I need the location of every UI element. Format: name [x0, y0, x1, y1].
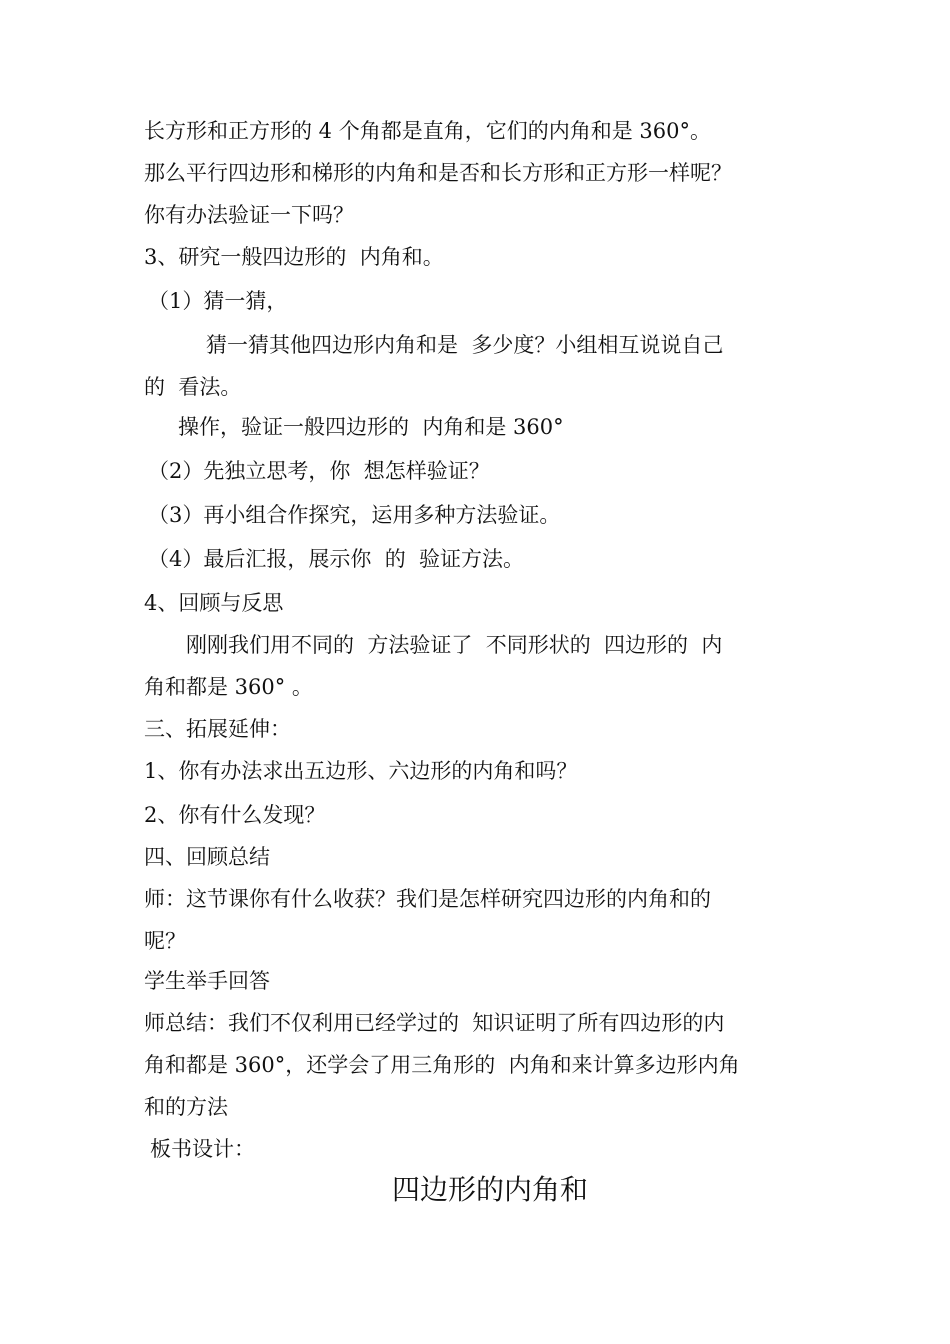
- text-line-teacher-summary-cont: 角和都是 360°，还学会了用三角形的 内角和来计算多边形内角: [144, 1053, 740, 1077]
- text-line-question-parallelogram: 那么平行四边形和梯形的内角和是否和长方形和正方形一样呢？: [144, 161, 732, 185]
- text-line-extend-2: 2、你有什么发现？: [144, 803, 326, 827]
- text-line-guess-detail: 猜一猜其他四边形内角和是 多少度？小组相互说说自己: [206, 333, 724, 357]
- step-4-report: （4）最后汇报，展示你 的 验证方法。: [148, 547, 525, 571]
- section-heading-summary: 四、回顾总结: [144, 845, 270, 869]
- text-line-students-answer: 学生举手回答: [144, 969, 270, 993]
- section-heading-extend: 三、拓展延伸：: [144, 717, 291, 741]
- text-line-review-cont: 角和都是 360° 。: [144, 675, 313, 699]
- text-line-extend-1: 1、你有办法求出五边形、六边形的内角和吗？: [144, 759, 578, 783]
- text-line-angles-360: 长方形和正方形的 4 个角都是直角，它们的内角和是 360°。: [144, 119, 711, 143]
- board-design-label: 板书设计：: [150, 1137, 255, 1161]
- text-line-teacher-summary: 师总结：我们不仅利用已经学过的 知识证明了所有四边形的内: [144, 1011, 725, 1035]
- text-line-teacher-summary-end: 和的方法: [144, 1095, 228, 1119]
- text-line-teacher-question: 师：这节课你有什么收获？我们是怎样研究四边形的内角和的: [144, 887, 711, 911]
- text-line-guess-detail-cont: 的 看法。: [144, 375, 242, 399]
- step-3-group: （3）再小组合作探究，运用多种方法验证。: [148, 503, 561, 527]
- step-2-think: （2）先独立思考，你 想怎样验证？: [148, 459, 490, 483]
- section-heading-4: 4、回顾与反思: [144, 591, 284, 615]
- text-line-teacher-question-cont: 呢？: [144, 929, 186, 953]
- text-line-review: 刚刚我们用不同的 方法验证了 不同形状的 四边形的 内: [186, 633, 723, 657]
- text-line-operation: 操作，验证一般四边形的 内角和是 360°: [178, 415, 564, 439]
- board-title: 四边形的内角和: [391, 1173, 588, 1206]
- step-1-guess: （1）猜一猜，: [148, 289, 288, 313]
- text-line-verify-question: 你有办法验证一下吗？: [144, 203, 354, 227]
- section-heading-3: 3、研究一般四边形的 内角和。: [144, 245, 444, 269]
